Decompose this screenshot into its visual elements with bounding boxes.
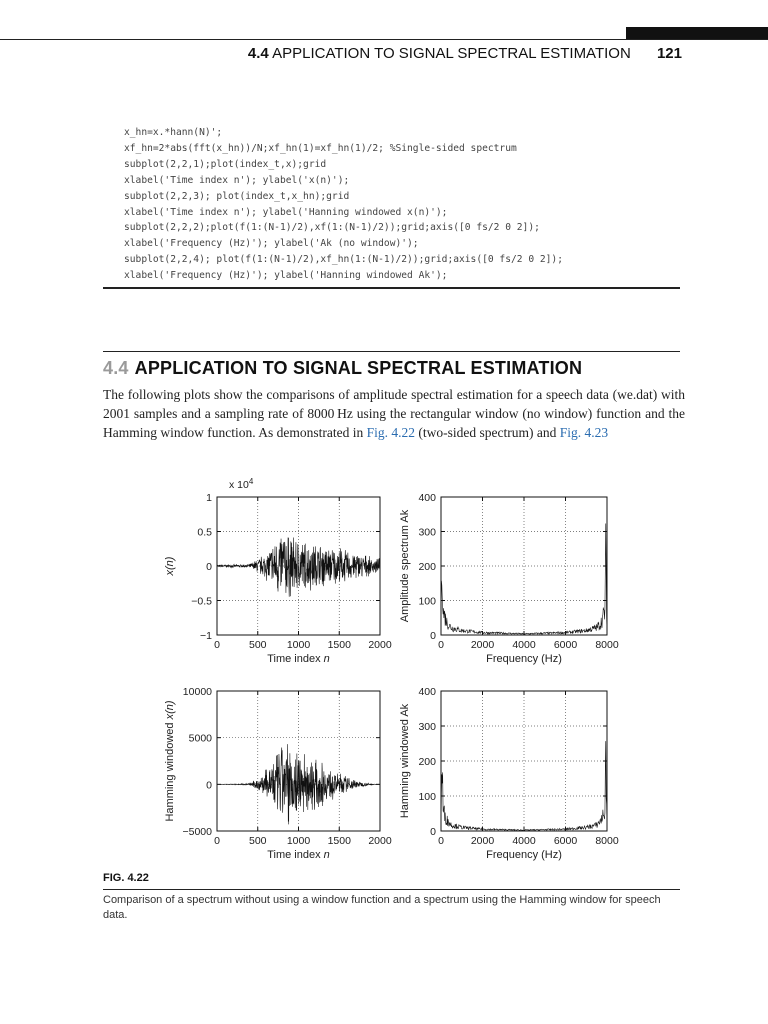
section-rule bbox=[103, 351, 680, 352]
x-tick-label: 500 bbox=[248, 639, 267, 651]
page-number: 121 bbox=[656, 45, 682, 62]
y-tick-label: 0.5 bbox=[197, 526, 212, 539]
y-tick-label: 200 bbox=[418, 756, 436, 768]
paragraph-text: The following plots show the comparisons of amplitude spectral estimation for a speech data (we.dat) with 2001 samples and a sampling rate of 8000 Hz using the rectangular window (no window) function and the Hamming window function. As demonstrated in bbox=[103, 387, 685, 440]
x-tick-label: 1000 bbox=[286, 835, 311, 847]
y-tick-label: 1 bbox=[206, 492, 212, 504]
code-line: xlabel('Time index n'); ylabel('Hanning windowed x(n)'); bbox=[124, 206, 448, 218]
section-heading bbox=[103, 358, 582, 379]
y-tick-label: 0 bbox=[430, 826, 436, 838]
figure-link[interactable]: Fig. 4.23 bbox=[559, 425, 609, 440]
y-tick-label: 200 bbox=[418, 561, 436, 573]
running-head bbox=[0, 45, 682, 65]
x-tick-label: 6000 bbox=[553, 639, 578, 651]
x-tick-label: 4000 bbox=[512, 835, 536, 847]
code-line: xlabel('Frequency (Hz)'); ylabel('Hanning windowed Ak'); bbox=[124, 270, 448, 282]
y-axis-label: Hamming windowed Ak bbox=[399, 703, 411, 819]
x-tick-label: 1500 bbox=[327, 639, 351, 651]
y-tick-label: 0 bbox=[206, 779, 212, 792]
header-bar bbox=[626, 27, 768, 39]
x-tick-label: 0 bbox=[214, 835, 220, 847]
chart-panel-bottom-right bbox=[399, 686, 619, 861]
code-line: xf_hn=2*abs(fft(x_hn))/N;xf_hn(1)=xf_hn(1)/2; %Single-sided spectrum bbox=[124, 142, 517, 154]
x-tick-label: 2000 bbox=[368, 639, 392, 651]
figure-link[interactable]: Fig. 4.22 bbox=[366, 425, 415, 440]
x-tick-label: 8000 bbox=[595, 639, 619, 651]
y-tick-label: −1 bbox=[200, 630, 212, 642]
x-tick-label: 6000 bbox=[553, 835, 578, 847]
body-paragraph bbox=[103, 385, 685, 442]
code-line: subplot(2,2,4); plot(f(1:(N-1)/2),xf_hn(1:(N-1)/2));grid;axis([0 fs/2 0 2]); bbox=[124, 254, 563, 266]
figure-label: FIG. 4.22 bbox=[103, 872, 149, 884]
y-tick-label: 0 bbox=[430, 630, 436, 642]
y-tick-label: 100 bbox=[418, 595, 436, 608]
code-line: subplot(2,2,1);plot(index_t,x);grid bbox=[124, 158, 327, 170]
x-tick-label: 8000 bbox=[595, 835, 619, 847]
chart-panel-bottom-left bbox=[164, 686, 392, 861]
y-axis-label: Hamming windowed x(n) bbox=[164, 700, 176, 822]
x-tick-label: 4000 bbox=[512, 639, 536, 651]
x-axis-label: Frequency (Hz) bbox=[486, 849, 562, 861]
y-tick-label: 100 bbox=[418, 791, 436, 803]
section-title: APPLICATION TO SIGNAL SPECTRAL ESTIMATION bbox=[134, 358, 583, 378]
y-tick-label: −0.5 bbox=[191, 595, 212, 608]
header-rule bbox=[0, 39, 768, 40]
code-line: subplot(2,2,2);plot(f(1:(N-1)/2),xf(1:(N-1)/2));grid;axis([0 fs/2 0 2]); bbox=[124, 222, 540, 234]
x-tick-label: 1000 bbox=[286, 639, 311, 651]
x-axis-label: Time index n bbox=[267, 849, 330, 861]
figure-rule bbox=[103, 889, 680, 890]
x-axis-label: Time index n bbox=[267, 653, 330, 665]
y-tick-label: 400 bbox=[418, 686, 436, 698]
y-axis-label: Amplitude spectrum Ak bbox=[399, 509, 411, 623]
code-line: xlabel('Frequency (Hz)'); ylabel('Ak (no window)'); bbox=[124, 238, 419, 250]
running-head-section-number: 4.4 bbox=[247, 45, 269, 62]
x-tick-label: 500 bbox=[248, 835, 267, 847]
y-tick-label: 0 bbox=[206, 561, 212, 573]
y-axis-label: x(n) bbox=[164, 556, 176, 576]
y-exponent-label: x $10^4$ bbox=[229, 477, 254, 491]
x-tick-label: 0 bbox=[438, 639, 444, 651]
y-tick-label: 300 bbox=[418, 526, 436, 539]
x-tick-label: 0 bbox=[214, 639, 220, 651]
section-number: 4.4 bbox=[103, 358, 129, 378]
x-tick-label: 1500 bbox=[327, 835, 351, 847]
code-rule bbox=[103, 287, 680, 289]
y-tick-label: 5000 bbox=[188, 732, 212, 745]
y-tick-label: 10000 bbox=[182, 686, 212, 698]
x-tick-label: 0 bbox=[438, 835, 444, 847]
chart-panel-top-left bbox=[164, 477, 392, 665]
paragraph-text: (two-sided spectrum) and bbox=[414, 425, 560, 440]
y-tick-label: 400 bbox=[418, 492, 436, 504]
x-tick-label: 2000 bbox=[470, 835, 495, 847]
x-axis-label: Frequency (Hz) bbox=[486, 653, 562, 665]
x-tick-label: 2000 bbox=[470, 639, 495, 651]
code-listing bbox=[124, 125, 684, 284]
figure-4-22 bbox=[150, 475, 630, 870]
y-tick-label: 300 bbox=[418, 721, 436, 733]
data-series-line bbox=[217, 744, 380, 824]
code-line: x_hn=x.*hann(N)'; bbox=[124, 127, 223, 138]
figure-caption: Comparison of a spectrum without using a window function and a spectrum using the Hamming window for speech data. bbox=[103, 894, 661, 921]
y-tick-label: −5000 bbox=[182, 826, 212, 838]
code-line: xlabel('Time index n'); ylabel('x(n)'); bbox=[124, 174, 350, 186]
chart-panel-top-right bbox=[399, 492, 619, 665]
x-tick-label: 2000 bbox=[368, 835, 392, 847]
running-head-title: APPLICATION TO SIGNAL SPECTRAL ESTIMATION bbox=[272, 45, 631, 62]
code-line: subplot(2,2,3); plot(index_t,x_hn);grid bbox=[124, 190, 350, 202]
